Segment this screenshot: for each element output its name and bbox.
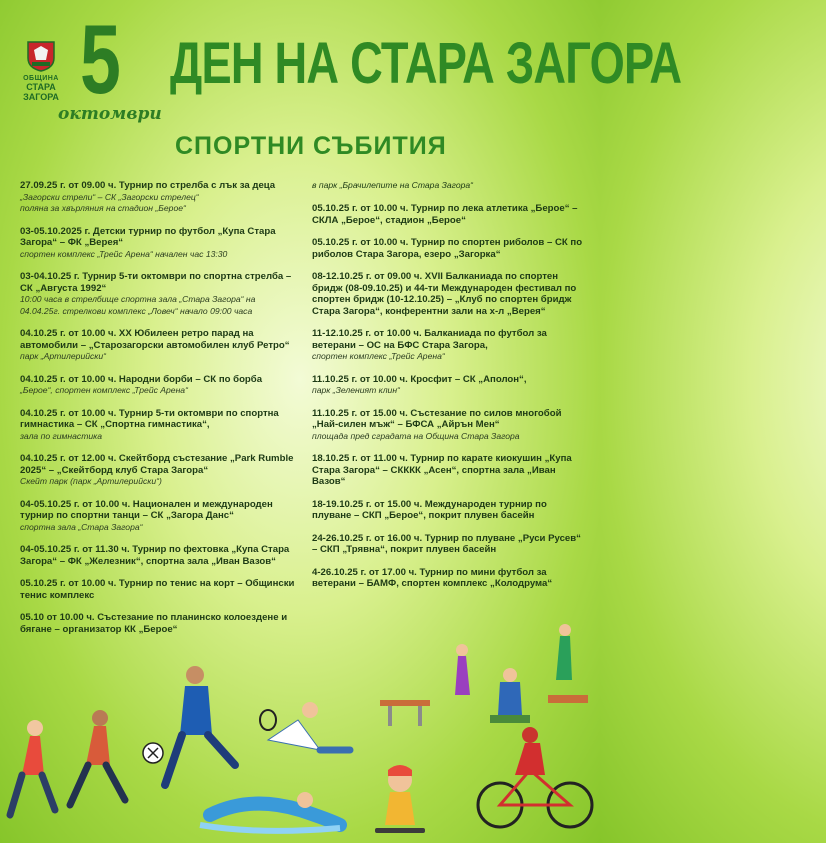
event-item — [312, 328, 587, 363]
day-month: октомври — [58, 104, 162, 124]
event-venue: парк „Артилерийски“ — [20, 351, 107, 361]
event-heading: 11.10.25 г. от 10.00 ч. Кросфит – СК „Аполон“, — [312, 373, 527, 385]
event-heading: 27.09.25 г. от 09.00 ч. Турнир по стрелба с лък за деца — [20, 180, 276, 191]
event-item — [20, 328, 298, 363]
event-item — [20, 271, 298, 317]
event-venue: площада пред сградата на Община Стара Загора — [312, 430, 520, 441]
event-venue: спортен комплекс „Трейс Арена“ — [312, 351, 445, 361]
event-heading: 05.10.25 г. от 10.00 ч. Турнир по спортен риболов – СК по риболов Стара Загора, езеро „Загорка“ — [312, 237, 583, 260]
event-item — [312, 533, 587, 556]
event-venue: поляна за хвърляния на стадион „Берое“ — [20, 203, 186, 213]
event-heading: 04.10.25 г. от 10.00 ч. Турнир 5-ти октомври по спортна гимнастика – СК „Спортна гимнастика“, — [20, 407, 279, 430]
day-number: 5 — [80, 4, 121, 114]
logo-line1: ОБЩИНА — [23, 75, 59, 82]
event-heading: 04.10.25 г. от 10.00 ч. ХХ Юбилеен ретро парад на автомобили – „Старозагорски автомобилен клуб Ретро“ — [20, 328, 290, 351]
event-item — [312, 374, 587, 397]
events-left-column — [20, 180, 298, 646]
event-heading: 24-26.10.25 г. от 16.00 ч. Турнир по плуване „Руси Русев“ – СКП „Трявна“, покрит плувен басейн — [312, 532, 581, 555]
cyclist-illustration — [478, 727, 592, 827]
event-venue: парк „Зеленият клин“ — [312, 385, 400, 395]
event-item — [20, 499, 298, 534]
event-heading: 18.10.25 г. от 11.00 ч. Турнир по карате киокушин „Купа Стара Загора“ – СКККК „Асен“, спортна зала „Иван Вазов“ — [312, 453, 572, 487]
event-item — [20, 578, 298, 601]
swimmer-illustration — [200, 792, 340, 831]
event-heading: 03-04.10.25 г. Турнир 5-ти октомври по спортна стрелба – СК „Августа 1992“ — [20, 271, 292, 294]
runners-illustration — [10, 710, 125, 815]
tennis-player-illustration — [260, 702, 350, 750]
event-venue: спортен комплекс „Трейс Арена“ начален час 13:30 — [20, 248, 228, 259]
event-heading: 11-12.10.25 г. от 10.00 ч. Балканиада по футбол за ветерани – ОС на БФС Стара Загора, — [312, 328, 547, 351]
event-heading: 04-05.10.25 г. от 11.30 ч. Турнир по фехтовка „Купа Стара Загора“ – ФК „Железник“, спортна зала „Иван Вазов“ — [20, 544, 290, 567]
event-heading: 18-19.10.25 г. от 15.00 ч. Международен турнир по плуване – СКП „Берое“, покрит плувен басейн — [312, 498, 547, 521]
event-item — [312, 499, 587, 522]
child-skater-illustration — [375, 765, 425, 833]
event-venue: Скейт парк (парк „Артилерийски“) — [20, 476, 162, 486]
event-item — [20, 374, 298, 397]
event-item — [312, 408, 587, 443]
event-item — [312, 203, 587, 226]
event-item — [312, 567, 587, 590]
event-item — [312, 237, 587, 260]
event-venue: спортна зала „Стара Загора“ — [20, 521, 143, 532]
event-venue: 04.04.25г. стрелкови комплекс „Ловеч“ начало 09:00 часа — [20, 305, 253, 316]
event-item — [20, 544, 298, 567]
page-title — [170, 30, 682, 97]
gymnasts-illustration — [380, 624, 588, 726]
event-venue: „Загорски стрели“ – СК „Загорски стрелец“ — [20, 191, 199, 202]
event-item — [20, 180, 298, 215]
event-item — [20, 612, 298, 635]
event-venue: „Берое“, спортен комплекс „Трейс Арена“ — [20, 385, 188, 395]
event-heading: 11.10.25 г. от 15.00 ч. Състезание по силов многобой „Най-силен мъж“ – БФСА „Айрън Мен“ — [312, 407, 562, 430]
event-item — [312, 271, 587, 317]
municipality-logo — [18, 40, 64, 102]
event-venue: 10:00 часа в стрелбище спортна зала „Стара Загора“ на — [20, 294, 256, 304]
event-heading: 04.10.25 г. от 10.00 ч. Народни борби – СК по борба — [20, 373, 263, 385]
logo-line2: СТАРА — [26, 82, 56, 92]
soccer-player-illustration — [143, 666, 235, 785]
event-heading: 05.10.25 г. от 10.00 ч. Турнир по тенис на корт – Общински тенис комплекс — [20, 578, 295, 601]
event-venue: зала по гимнастика — [20, 430, 102, 441]
event-heading: 04-05.10.25 г. от 10.00 ч. Национален и международен турнир по спортни танци – СК „Загора Данс“ — [20, 498, 273, 521]
page-title-text: ДЕН НА СТАРА ЗАГОРА — [170, 31, 682, 96]
event-heading: 05.10 от 10.00 ч. Състезание по планинско колоездене и бягане – организатор КК „Берое“ — [20, 612, 288, 635]
event-item — [20, 408, 298, 443]
event-heading: 04.10.25 г. от 12.00 ч. Скейтборд състезание „Park Rumble 2025“ – „Скейтборд клуб Стара Загора“ — [20, 453, 294, 476]
coat-of-arms-icon — [26, 40, 56, 72]
event-item — [312, 453, 587, 488]
event-heading: 4-26.10.25 г. от 17.00 ч. Турнир по мини футбол за ветерани – БАМФ, спортен комплекс „Колодрума“ — [312, 566, 553, 589]
events-right-column — [312, 180, 587, 601]
event-heading: 08-12.10.25 г. от 09.00 ч. XVII Балканиада по спортен бридж (08-09.10.25) и 44-ти Международен фестивал по спортен бридж (10-12.10.25) – „Клуб по спортен бридж Стара Загора“, конферентни зали на х-л „Верея“ — [312, 271, 577, 317]
event-item — [20, 453, 298, 488]
page-subtitle: СПОРТНИ СЪБИТИЯ — [175, 132, 447, 160]
event-heading: 03-05.10.2025 г. Детски турнир по футбол „Купа Стара Загора“ – ФК „Верея“ — [20, 225, 276, 248]
event-heading: 05.10.25 г. от 10.00 ч. Турнир по лека атлетика „Берое“ – СКЛА „Берое“, стадион „Берое“ — [312, 203, 578, 226]
event-item — [20, 226, 298, 261]
logo-line3: ЗАГОРА — [23, 92, 59, 102]
continued-detail: в парк „Брачилепите на Стара Загора“ — [312, 180, 474, 190]
